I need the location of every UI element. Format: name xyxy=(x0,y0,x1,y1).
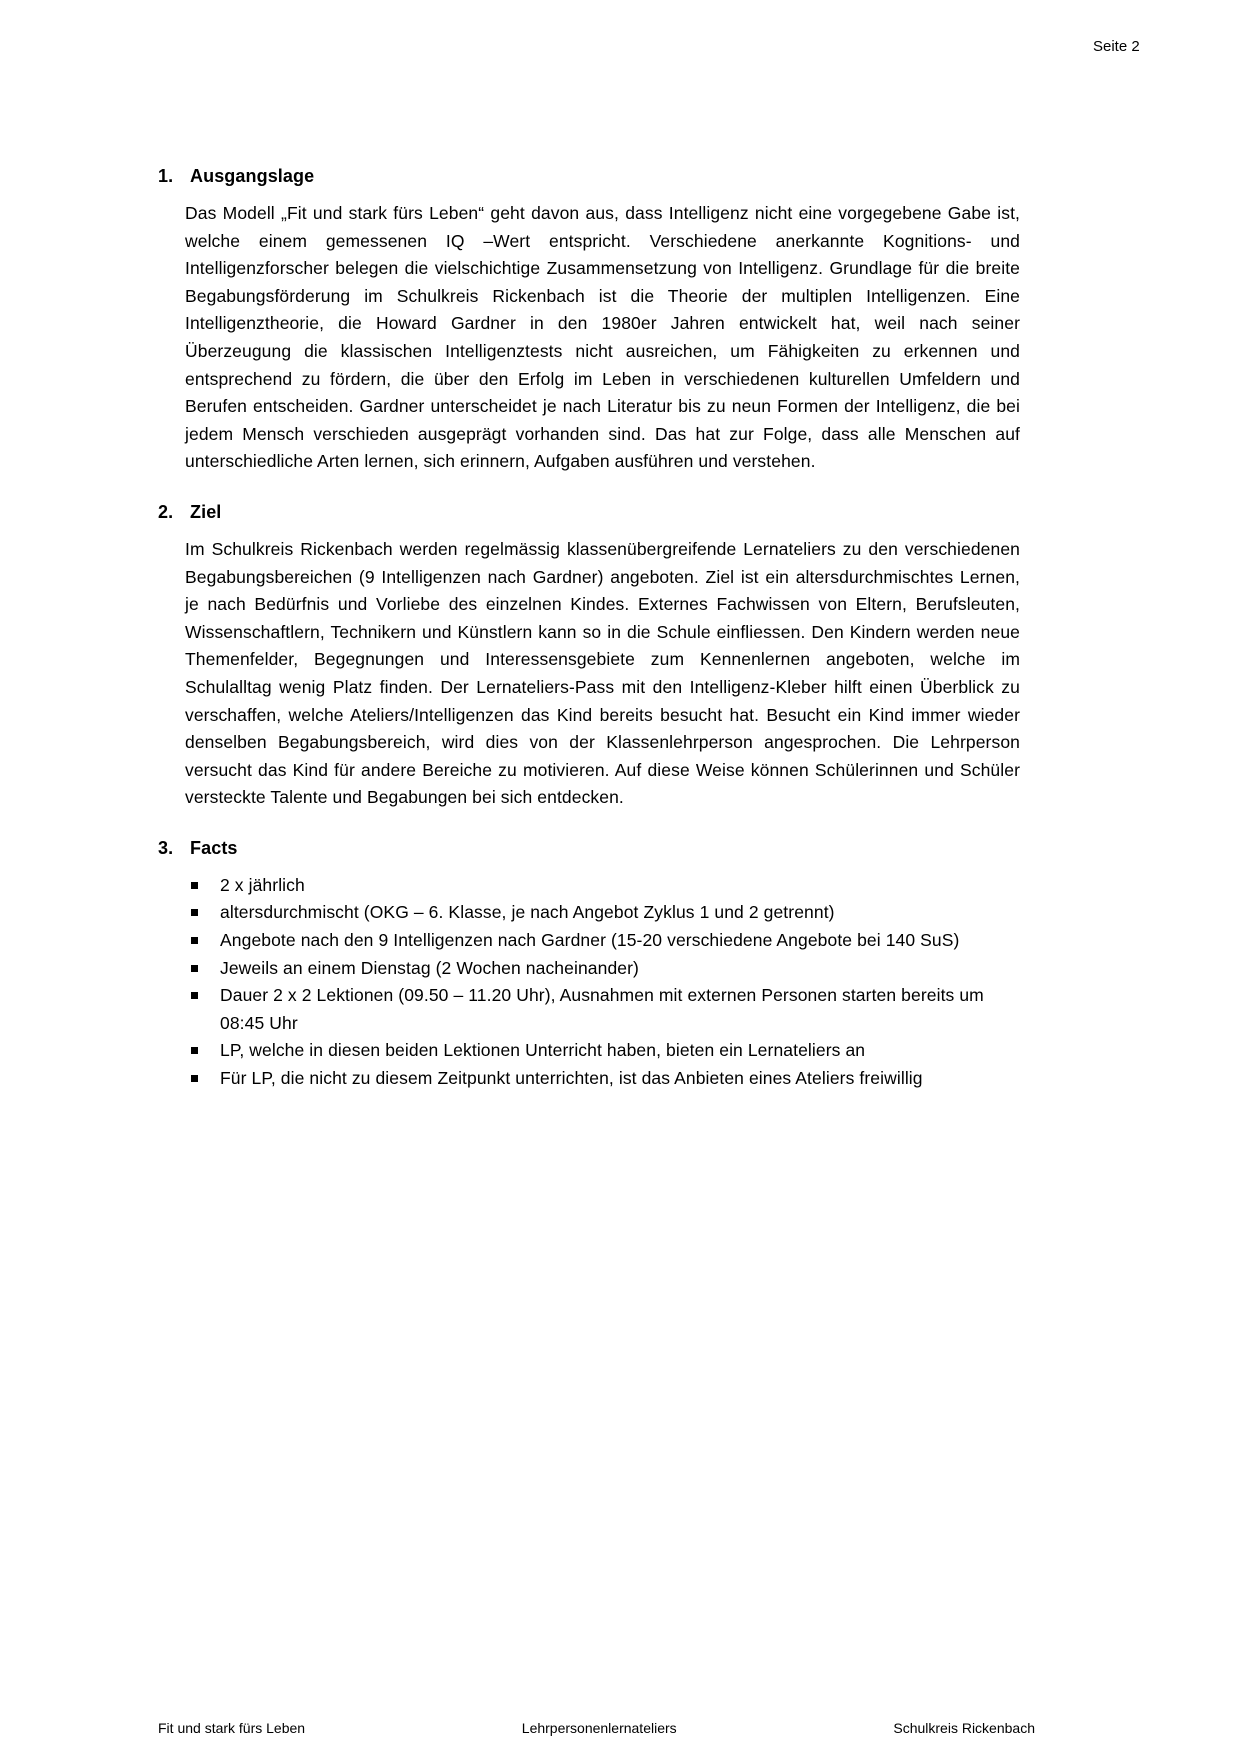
list-item xyxy=(158,955,1020,983)
section-heading xyxy=(158,838,1020,859)
section-heading xyxy=(158,502,1020,523)
bullet-square-icon xyxy=(191,1047,198,1054)
list-item xyxy=(158,982,1020,1037)
bullet-square-icon xyxy=(191,992,198,999)
fact-text: altersdurchmischt (OKG – 6. Klasse, je nach Angebot Zyklus 1 und 2 getrennt) xyxy=(220,902,835,923)
list-item xyxy=(158,899,1020,927)
bullet-square-icon xyxy=(191,909,198,916)
footer-right-text: Schulkreis Rickenbach xyxy=(893,1720,1035,1736)
fact-text: 2 x jährlich xyxy=(220,874,305,895)
footer-center-text: Lehrpersonenlernateliers xyxy=(521,1720,677,1736)
section-ziel xyxy=(158,502,1020,812)
section-number: 2. xyxy=(158,501,174,522)
fact-text: LP, welche in diesen beiden Lektionen Unterricht haben, bieten ein Lernateliers an xyxy=(220,1040,866,1061)
bullet-square-icon xyxy=(191,937,198,944)
section-heading xyxy=(158,166,1020,187)
section-title: Ausgangslage xyxy=(190,166,315,186)
section-paragraph: Im Schulkreis Rickenbach werden regelmässig klassenübergreifende Lernateliers zu den verschiedenen Begabungsbereichen (9 Intelligenzen nach Gardner) angeboten. Ziel ist ein altersdurchmischtes Lernen, je nach Bedürfnis und Vorliebe des einzelnen Kindes. Externes Fachwissen von Eltern, Berufsleuten, Wissenschaftlern, Technikern und Künstlern kann so in die Schule einfliessen. Den Kindern werden neue Themenfelder, Begegnungen und Interessensgebiete zum Kennenlernen angeboten, welche im Schulalltag wenig Platz finden. Der Lernateliers-Pass mit den Intelligenz-Kleber hilft einen Überblick zu verschaffen, welche Ateliers/Intelligenzen das Kind bereits besucht hat. Besucht ein Kind immer wieder denselben Begabungsbereich, wird dies von der Klassenlehrperson angesprochen. Die Lehrperson versucht das Kind für andere Bereiche zu motivieren. Auf diese Weise können Schülerinnen und Schüler versteckte Talente und Begabungen bei sich entdecken. xyxy=(185,538,1020,808)
list-item xyxy=(158,872,1020,900)
fact-text: Angebote nach den 9 Intelligenzen nach Gardner (15-20 verschiedene Angebote bei 140 SuS) xyxy=(220,930,960,951)
section-facts xyxy=(158,838,1020,1093)
section-paragraph: Das Modell „Fit und stark fürs Leben“ geht davon aus, dass Intelligenz nicht eine vorgegebene Gabe ist, welche einem gemessenen IQ –Wert entspricht. Verschiedene anerkannte Kognitions- und Intelligenzforscher belegen die vielschichtige Zusammensetzung von Intelligenz. Grundlage für die breite Begabungsförderung im Schulkreis Rickenbach ist die Theorie der multiplen Intelligenzen. Eine Intelligenztheorie, die Howard Gardner in den 1980er Jahren entwickelt hat, weil nach seiner Überzeugung die klassischen Intelligenztests nicht ausreichen, um Fähigkeiten zu erkennen und entsprechend zu fördern, die über den Erfolg im Leben in verschiedenen kulturellen Umfeldern und Berufen entscheiden. Gardner unterscheidet je nach Literatur bis zu neun Formen der Intelligenz, die bei jedem Mensch verschieden ausgeprägt vorhanden sind. Das hat zur Folge, dass alle Menschen auf unterschiedliche Arten lernen, sich erinnern, Aufgaben ausführen und verstehen. xyxy=(185,203,1020,472)
fact-text: Für LP, die nicht zu diesem Zeitpunkt unterrichten, ist das Anbieten eines Ateliers freiwillig xyxy=(220,1068,923,1089)
bullet-square-icon xyxy=(191,1075,198,1082)
fact-text: Jeweils an einem Dienstag (2 Wochen nacheinander) xyxy=(220,957,639,978)
fact-text: Dauer 2 x 2 Lektionen (09.50 – 11.20 Uhr), Ausnahmen mit externen Personen starten bereits um 08:45 Uhr xyxy=(220,985,984,1033)
section-number: 3. xyxy=(158,837,174,858)
section-title: Facts xyxy=(190,837,238,858)
section-number: 1. xyxy=(158,166,174,186)
bullet-square-icon xyxy=(191,965,198,972)
bullet-square-icon xyxy=(191,882,198,889)
document-body xyxy=(158,166,1020,1119)
section-title: Ziel xyxy=(190,501,222,522)
list-item xyxy=(158,1037,1020,1065)
list-item xyxy=(158,1065,1020,1093)
page-footer xyxy=(158,1720,1035,1736)
footer-left-text: Fit und stark fürs Leben xyxy=(158,1720,306,1736)
page-number: Seite 2 xyxy=(1093,38,1140,55)
facts-list xyxy=(158,872,1020,1093)
section-ausgangslage xyxy=(158,166,1020,476)
list-item xyxy=(158,927,1020,955)
